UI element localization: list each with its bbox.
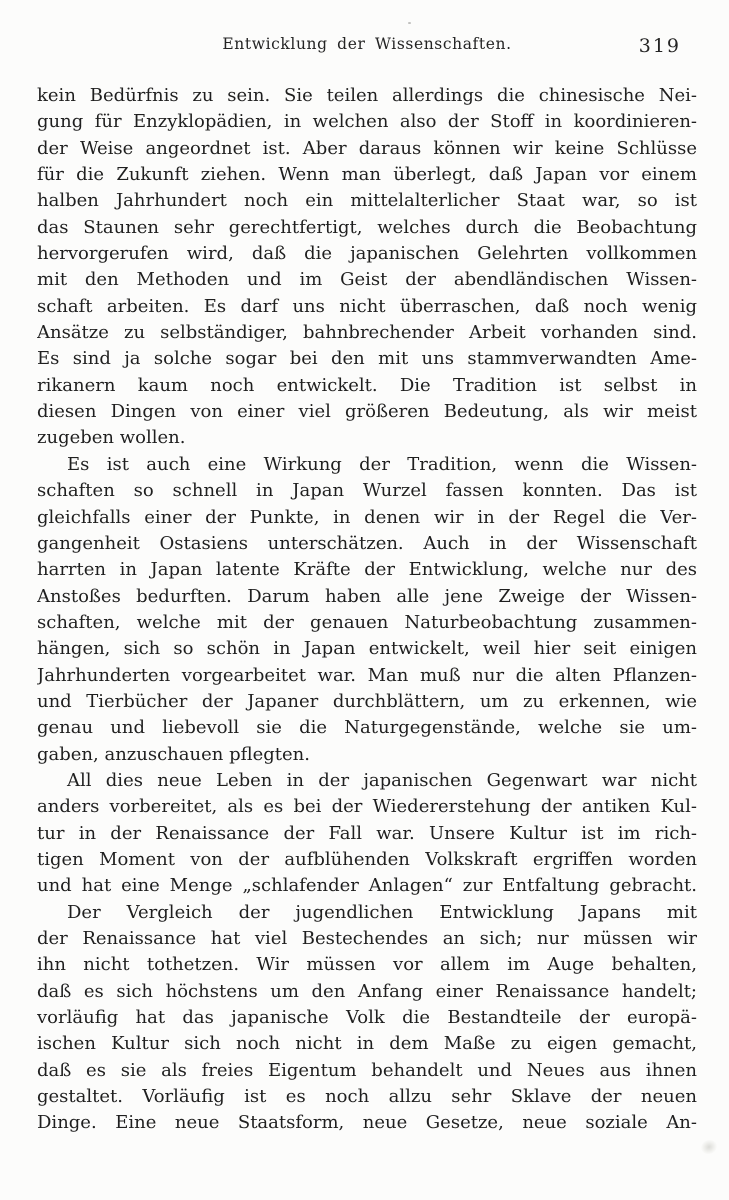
text-line: mit den Methoden und im Geist der abendländischen Wissen-	[37, 269, 697, 291]
text-line: gestaltet. Vorläufig ist es noch allzu sehr Sklave der neuen	[37, 1086, 697, 1108]
text-line: Es ist auch eine Wirkung der Tradition, wenn die Wissen-	[67, 453, 697, 475]
scan-speck	[408, 22, 411, 24]
text-line: schaft arbeiten. Es darf uns nicht überraschen, daß noch wenig	[37, 295, 697, 317]
text-line: schaften, welche mit der genauen Naturbeobachtung zusammen-	[37, 611, 697, 633]
text-line: ischen Kultur sich noch nicht in dem Maße zu eigen gemacht,	[37, 1033, 697, 1055]
text-line: Anstoßes bedurften. Darum haben alle jene Zweige der Wissen-	[37, 585, 697, 607]
text-line: vorläufig hat das japanische Volk die Bestandteile der europä-	[37, 1007, 697, 1029]
text-line: harrten in Japan latente Kräfte der Entwicklung, welche nur des	[37, 559, 697, 581]
text-line: der Weise angeordnet ist. Aber daraus können wir keine Schlüsse	[37, 137, 697, 159]
text-line: Ansätze zu selbständiger, bahnbrechender Arbeit vorhanden sind.	[37, 322, 697, 344]
text-line: der Renaissance hat viel Bestechendes an sich; nur müssen wir	[37, 928, 697, 949]
text-line: gung für Enzyklopädien, in welchen also der Stoff in koordinieren-	[37, 111, 697, 133]
scan-artifact	[699, 1138, 719, 1157]
text-line: Es sind ja solche sogar bei den mit uns stammverwandten Ame-	[37, 348, 697, 370]
text-line: hängen, sich so schön in Japan entwickelt, weil hier seit einigen	[37, 638, 697, 660]
text-line: diesen Dingen von einer viel größeren Bedeutung, als wir meist	[37, 401, 697, 423]
text-line: gleichfalls einer der Punkte, in denen wir in der Regel die Ver-	[37, 506, 697, 528]
text-line: All dies neue Leben in der japanischen Gegenwart war nicht	[67, 769, 697, 791]
text-line: rikanern kaum noch entwickelt. Die Tradition ist selbst in	[37, 374, 697, 396]
running-header	[37, 34, 697, 58]
text-line: hervorgerufen wird, daß die japanischen Gelehrten vollkommen	[37, 243, 697, 265]
text-line: das Staunen sehr gerechtfertigt, welches durch die Beobachtung	[37, 216, 697, 238]
text-line: daß es sie als freies Eigentum behandelt und Neues aus ihnen	[37, 1059, 697, 1081]
text-line: gaben, anzuschauen pflegten.	[37, 743, 310, 765]
text-line: schaften so schnell in Japan Wurzel fassen konnten. Das ist	[37, 480, 697, 502]
text-line: Dinge. Eine neue Staatsform, neue Gesetze, neue soziale An-	[37, 1112, 697, 1134]
text-line: daß es sich höchstens um den Anfang einer Renaissance handelt;	[37, 980, 697, 1002]
text-line: und hat eine Menge „schlafender Anlagen“ zur Entfaltung gebracht.	[37, 875, 697, 897]
text-line: tur in der Renaissance der Fall war. Unsere Kultur ist im rich-	[37, 822, 697, 844]
text-line: zugeben wollen.	[37, 427, 186, 449]
text-line: Der Vergleich der jugendlichen Entwicklung Japans mit	[67, 901, 697, 923]
text-line: für die Zukunft ziehen. Wenn man überlegt, daß Japan vor einem	[37, 164, 697, 186]
text-line: genau und liebevoll sie die Naturgegenstände, welche sie um-	[37, 717, 697, 739]
text-line: ihn nicht tothetzen. Wir müssen vor allem im Auge behalten,	[37, 954, 697, 976]
text-line: gangenheit Ostasiens unterschätzen. Auch in der Wissenschaft	[37, 532, 697, 554]
running-title: Entwicklung der Wissenschaften.	[222, 35, 512, 53]
text-line: und Tierbücher der Japaner durchblättern, um zu erkennen, wie	[37, 690, 697, 712]
text-line: tigen Moment von der aufblühenden Volkskraft ergriffen worden	[37, 848, 697, 870]
text-line: Jahrhunderten vorgearbeitet war. Man muß nur die alten Pflanzen-	[37, 664, 697, 686]
text-line: kein Bedürfnis zu sein. Sie teilen allerdings die chinesische Nei-	[37, 85, 697, 106]
page-body	[37, 83, 697, 1137]
page-number: 319	[638, 35, 681, 57]
text-line: halben Jahrhundert noch ein mittelalterlicher Staat war, so ist	[37, 190, 697, 212]
text-line: anders vorbereitet, als es bei der Wiedererstehung der antiken Kul-	[37, 796, 697, 818]
